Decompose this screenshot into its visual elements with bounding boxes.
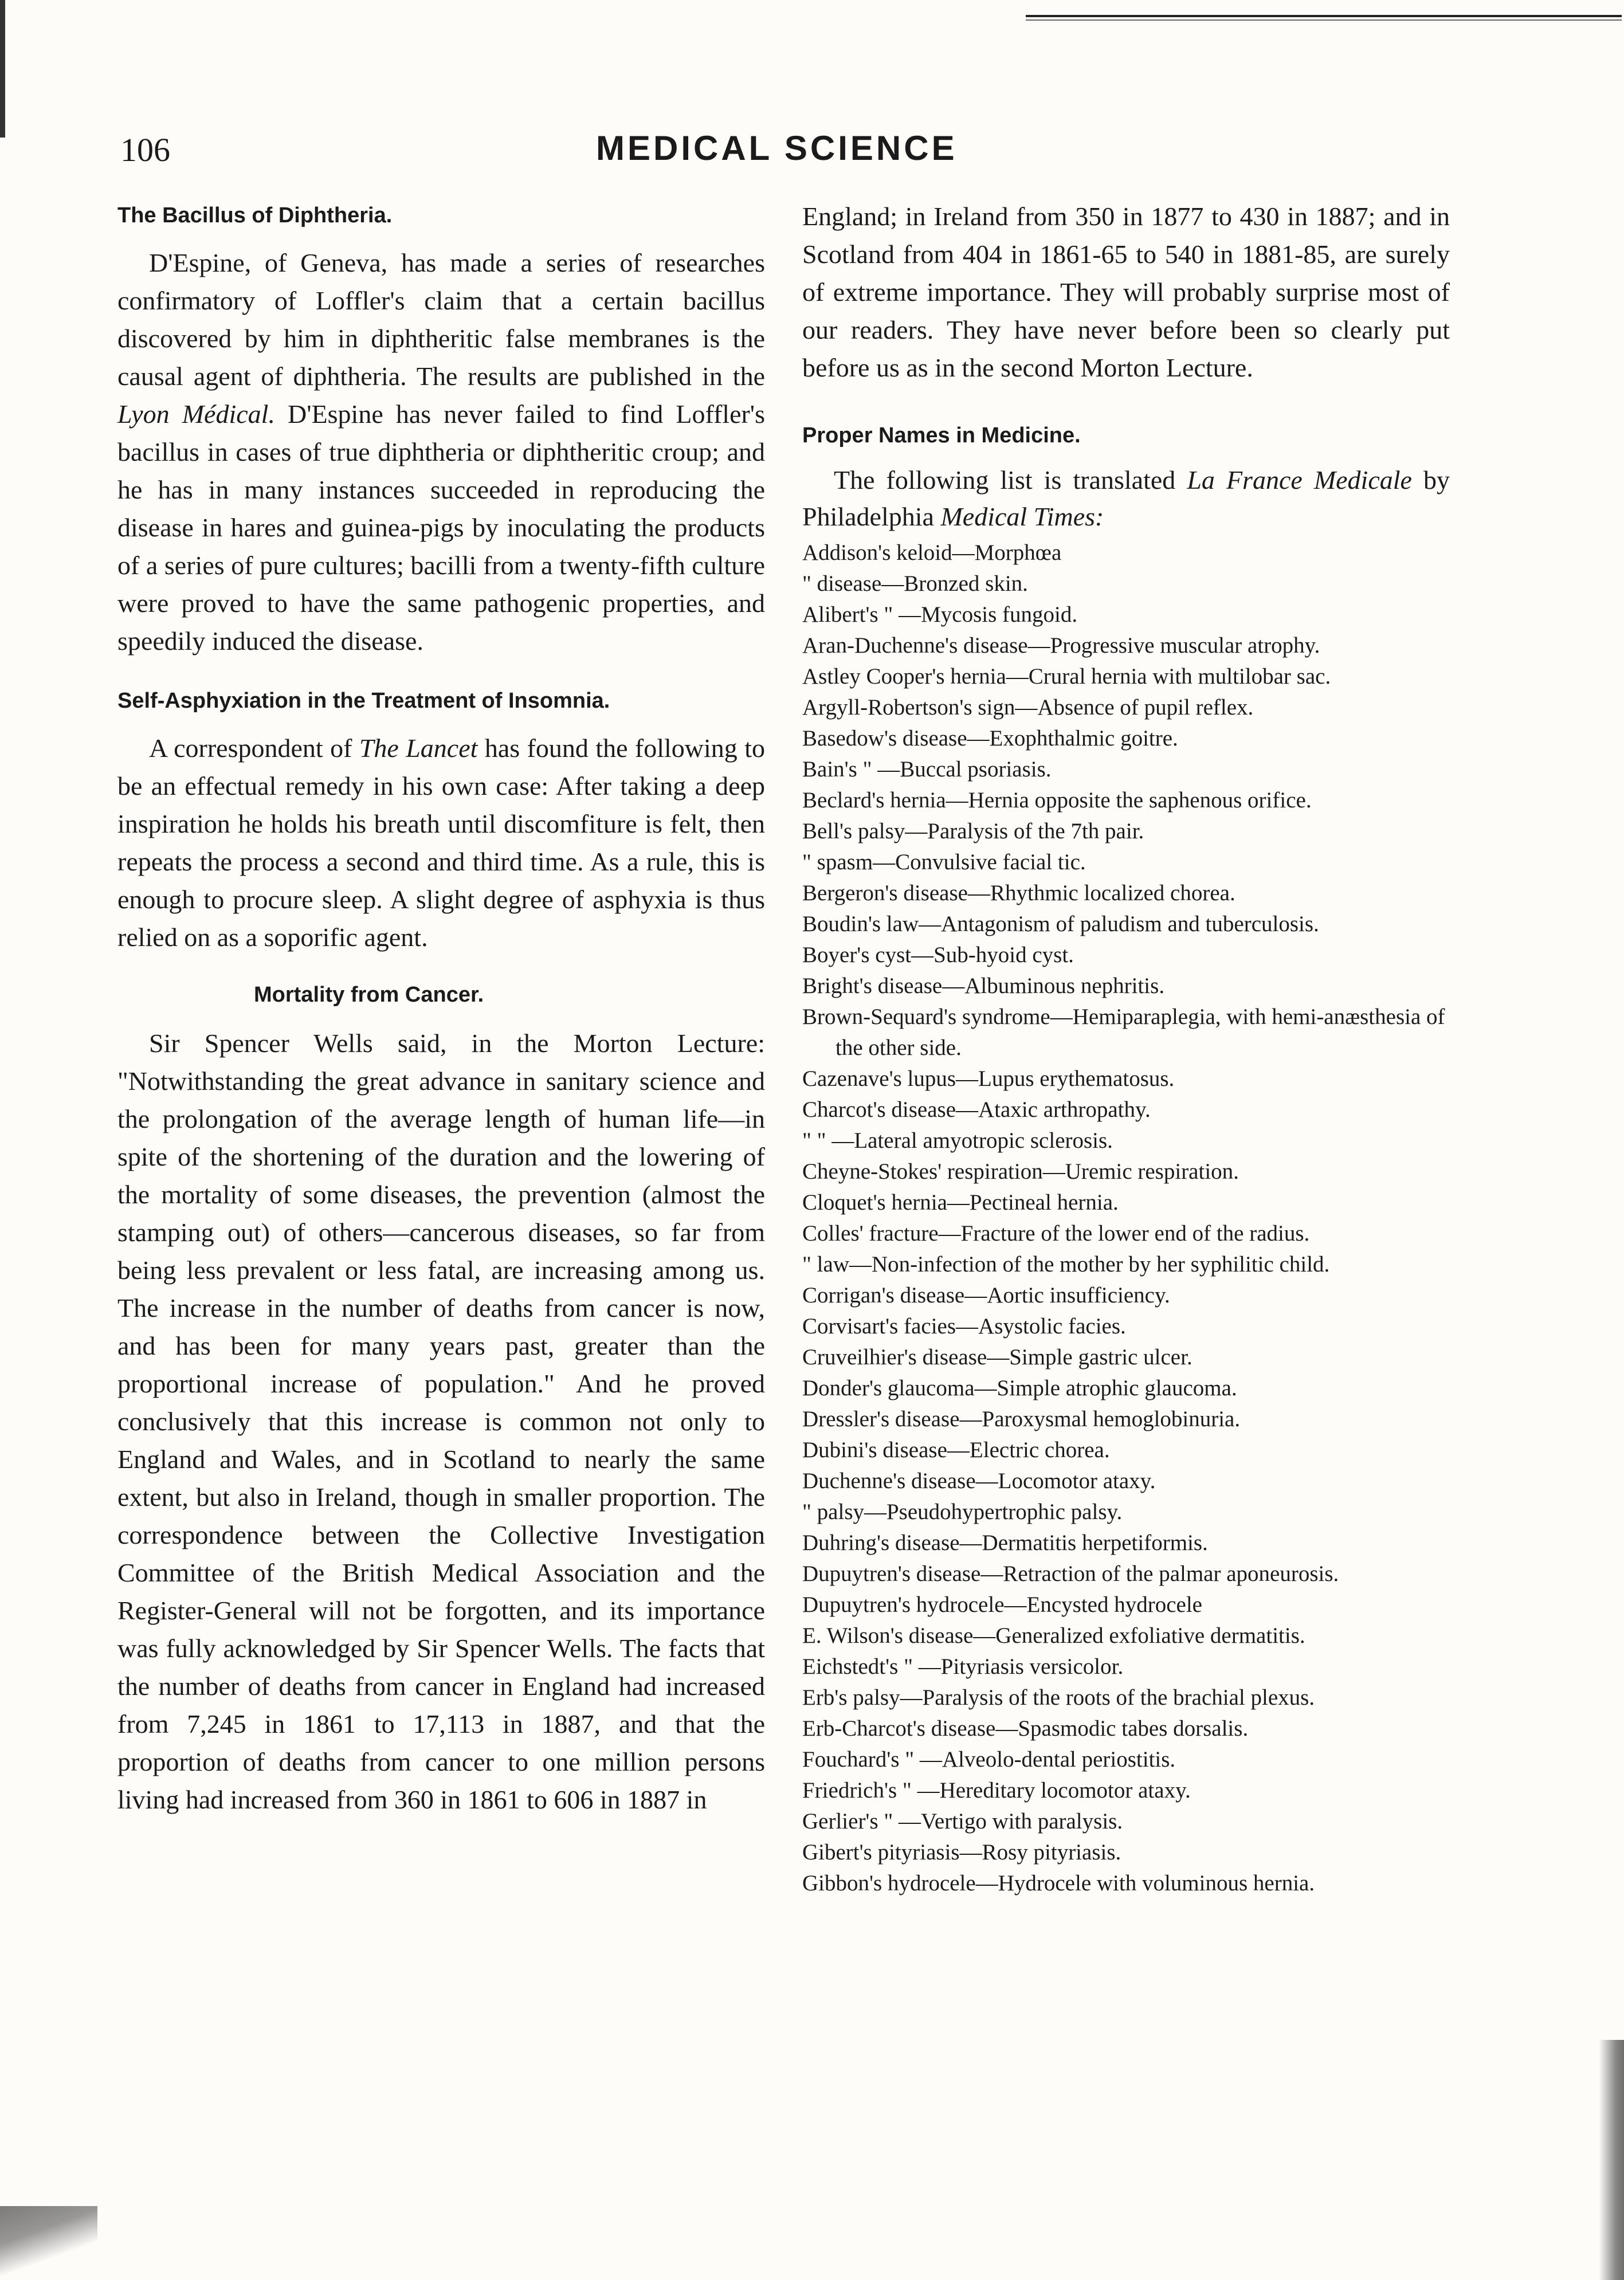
- top-rule: [1026, 15, 1622, 17]
- list-item: Charcot's disease—Ataxic arthropathy.: [802, 1097, 1151, 1122]
- list-item: " law—Non-infection of the mother by her syphilitic child.: [802, 1252, 1330, 1277]
- proper-names-heading: Proper Names in Medicine.: [802, 423, 1081, 448]
- eponym-list: [802, 537, 1450, 1899]
- list-item: " disease—Bronzed skin.: [802, 571, 1028, 596]
- list-item: Friedrich's " —Hereditary locomotor ataxy.: [802, 1778, 1191, 1803]
- list-item: Boyer's cyst—Sub-hyoid cyst.: [802, 943, 1074, 967]
- cancer-paragraph: Sir Spencer Wells said, in the Morton Lecture: "Notwithstanding the great advance in sanitary science and the prolongation of the average length of human life—in spite of the shortening of the duration and the lowering of the mortality of some diseases, the prevention (almost the stamping out) of others—cancerous diseases, so far from being less prevalent or less fatal, are increasing among us. The increase in the number of deaths from cancer is now, and has been for many years past, greater than the proportional increase of population." And he proved conclusively that this increase is common not only to England and Wales, and in Scotland to nearly the same extent, but also in Ireland, though in smaller proportion. The correspondence between the Collective Investigation Committee of the British Medical Association and the Register-General will not be forgotten, and its importance was fully acknowledged by Sir Spencer Wells. The facts that the number of deaths from cancer in England had increased from 7,245 in 1861 to 17,113 in 1887, and that the proportion of deaths from cancer to one million persons living had increased from 360 in 1861 to 606 in 1887 in: [117, 1029, 765, 1814]
- list-item: Dressler's disease—Paroxysmal hemoglobinuria.: [802, 1407, 1241, 1431]
- list-item: Duchenne's disease—Locomotor ataxy.: [802, 1469, 1156, 1493]
- list-item: Donder's glaucoma—Simple atrophic glaucoma.: [802, 1376, 1237, 1400]
- list-item: Argyll-Robertson's sign—Absence of pupil reflex.: [802, 695, 1254, 720]
- list-item: Alibert's " —Mycosis fungoid.: [802, 602, 1078, 627]
- scan-smudge-bottom-right: [1599, 2040, 1624, 2280]
- list-item: " " —Lateral amyotropic sclerosis.: [802, 1128, 1113, 1153]
- list-item: Aran-Duchenne's disease—Progressive muscular atrophy.: [802, 633, 1320, 658]
- list-item: Beclard's hernia—Hernia opposite the saphenous orifice.: [802, 788, 1312, 813]
- list-item: Gibbon's hydrocele—Hydrocele with voluminous hernia.: [802, 1871, 1315, 1896]
- list-item: E. Wilson's disease—Generalized exfoliative dermatitis.: [802, 1623, 1305, 1648]
- list-item: " palsy—Pseudohypertrophic palsy.: [802, 1500, 1123, 1524]
- list-item: Corrigan's disease—Aortic insufficiency.: [802, 1283, 1170, 1308]
- cancer-continued-paragraph: England; in Ireland from 350 in 1877 to 430 in 1887; and in Scotland from 404 in 1861-65 to 540 in 1881-85, are surely of extreme importance. They will probably surprise most of our readers. They have never before been so clearly put before us as in the second Morton Lecture.: [802, 202, 1450, 382]
- list-item: Brown-Sequard's syndrome—Hemiparaplegia, with hemi-anæsthesia of the other side.: [802, 1004, 1445, 1060]
- list-item: Erb's palsy—Paralysis of the roots of the brachial plexus.: [802, 1685, 1315, 1710]
- list-item: Dubini's disease—Electric chorea.: [802, 1438, 1110, 1462]
- cancer-heading: Mortality from Cancer.: [254, 983, 484, 1007]
- list-item: Cruveilhier's disease—Simple gastric ulcer.: [802, 1345, 1192, 1369]
- list-item: Bright's disease—Albuminous nephritis.: [802, 974, 1165, 998]
- scan-smudge-bottom-left: [0, 2206, 97, 2280]
- list-item: Bergeron's disease—Rhythmic localized chorea.: [802, 881, 1235, 905]
- list-item: Gibert's pityriasis—Rosy pityriasis.: [802, 1840, 1121, 1865]
- list-item: Erb-Charcot's disease—Spasmodic tabes dorsalis.: [802, 1716, 1249, 1741]
- insomnia-heading: Self-Asphyxiation in the Treatment of Insomnia.: [117, 689, 610, 713]
- list-item: Bain's " —Buccal psoriasis.: [802, 757, 1052, 782]
- list-item: Colles' fracture—Fracture of the lower end of the radius.: [802, 1221, 1310, 1246]
- running-title: MEDICAL SCIENCE: [596, 129, 958, 167]
- insomnia-paragraph: A correspondent of The Lancet has found the following to be an effectual remedy in his own case: After taking a deep inspiration he holds his breath until discomfiture is felt, then repeats the process a second and third time. As a rule, this is enough to procure sleep. A slight degree of asphyxia is thus relied on as a soporific agent.: [117, 733, 765, 952]
- list-item: Cloquet's hernia—Pectineal hernia.: [802, 1190, 1119, 1215]
- list-item: Astley Cooper's hernia—Crural hernia with multilobar sac.: [802, 664, 1331, 689]
- page-header: [120, 120, 1496, 189]
- list-item: Eichstedt's " —Pityriasis versicolor.: [802, 1654, 1124, 1679]
- list-item: Addison's keloid—Morphœa: [802, 540, 1062, 565]
- page-number: 106: [120, 131, 170, 168]
- list-item: Dupuytren's hydrocele—Encysted hydrocele: [802, 1592, 1202, 1617]
- list-item: " spasm—Convulsive facial tic.: [802, 850, 1086, 874]
- list-item: Cazenave's lupus—Lupus erythematosus.: [802, 1066, 1175, 1091]
- list-item: Boudin's law—Antagonism of paludism and tuberculosis.: [802, 912, 1319, 936]
- top-rule-thin: [1026, 19, 1622, 21]
- list-item: Basedow's disease—Exophthalmic goitre.: [802, 726, 1178, 751]
- scan-edge-mark: [0, 0, 5, 138]
- list-item: Fouchard's " —Alveolo-dental periostitis.: [802, 1747, 1176, 1772]
- list-item: Bell's palsy—Paralysis of the 7th pair.: [802, 819, 1144, 843]
- list-item: Duhring's disease—Dermatitis herpetiformis.: [802, 1531, 1208, 1555]
- right-column: [802, 198, 1450, 1899]
- left-column: [117, 198, 765, 1819]
- diphtheria-paragraph: D'Espine, of Geneva, has made a series of researches confirmatory of Loffler's claim that a certain bacillus discovered by him in diphtheritic false membranes is the causal agent of diphtheria. The results are published in the Lyon Médical. D'Espine has never failed to find Loffler's bacillus in cases of true diphtheria or diphtheritic croup; and he has in many instances succeeded in reproducing the disease in hares and guinea-pigs by inoculating the products of a series of pure cultures; bacilli from a twenty-fifth culture were proved to have the same pathogenic properties, and speedily induced the disease.: [117, 248, 765, 656]
- list-item: Gerlier's " —Vertigo with paralysis.: [802, 1809, 1123, 1834]
- proper-names-intro: The following list is translated La France Medicale by Philadelphia Medical Times:: [802, 465, 1450, 531]
- diphtheria-heading: The Bacillus of Diphtheria.: [117, 203, 393, 227]
- list-item: Cheyne-Stokes' respiration—Uremic respiration.: [802, 1159, 1239, 1184]
- list-item: Dupuytren's disease—Retraction of the palmar aponeurosis.: [802, 1561, 1339, 1586]
- list-item: Corvisart's facies—Asystolic facies.: [802, 1314, 1126, 1339]
